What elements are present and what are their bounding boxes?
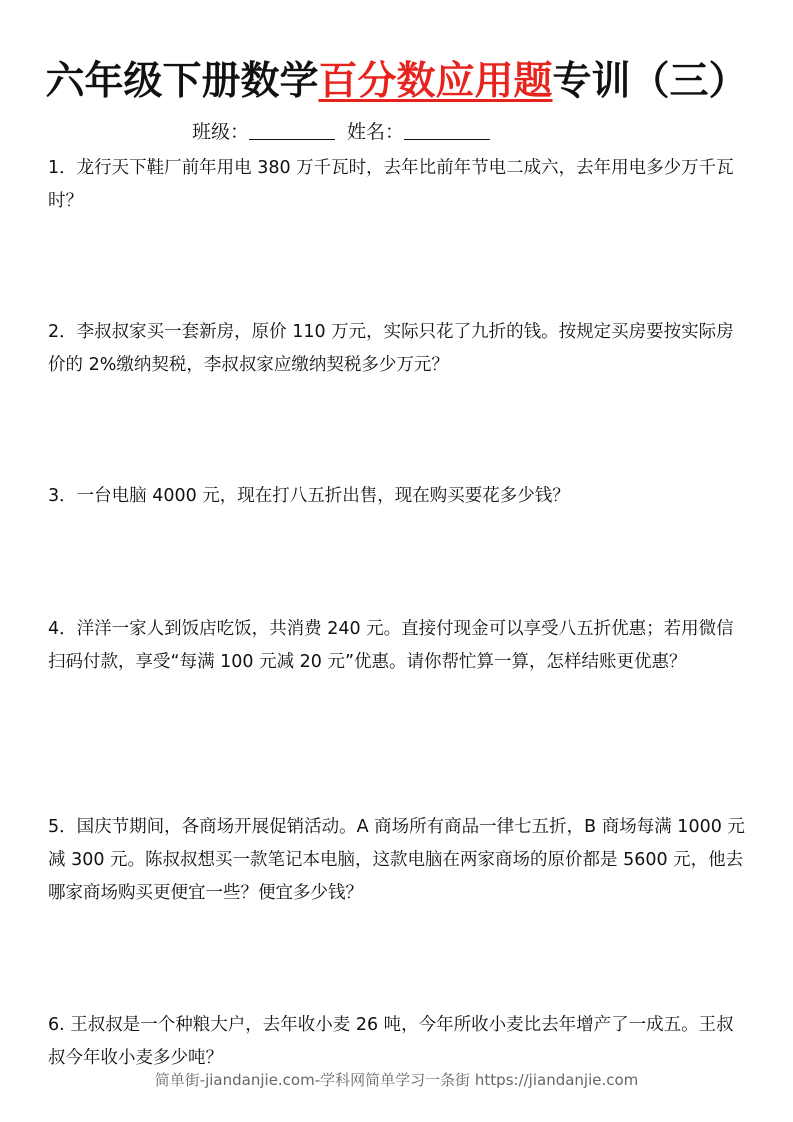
class-blank-line[interactable] — [249, 119, 335, 140]
page-title — [0, 52, 793, 112]
question-number: 1． — [48, 158, 77, 178]
question-number: 3． — [48, 486, 77, 506]
question-number: 4． — [48, 619, 77, 639]
question-number: 6. — [48, 1015, 71, 1035]
question-text: 王叔叔是一个种粮大户，去年收小麦 26 吨，今年所收小麦比去年增产了一成五。王叔叔今年收小麦多少吨？ — [48, 1015, 734, 1068]
title-prefix: 六年级下册数学 — [45, 59, 319, 104]
title-highlight: 百分数应用题 — [318, 59, 553, 104]
question-number: 5． — [48, 817, 77, 837]
question-text: 国庆节期间，各商场开展促销活动。A 商场所有商品一律七五折，B 商场每满 1000 元减 300 元。陈叔叔想买一款笔记本电脑，这款电脑在两家商场的原价都是 5600 元，他去哪家商场购买更便宜一些？便宜多少钱？ — [48, 817, 745, 903]
name-label: 姓名： — [347, 121, 405, 143]
class-label: 班级： — [192, 121, 250, 143]
question-6 — [48, 1009, 748, 1075]
question-4 — [48, 613, 748, 679]
question-1 — [48, 152, 748, 218]
question-number: 2． — [48, 322, 77, 342]
title-suffix: 专训（三） — [552, 59, 748, 104]
question-text: 龙行天下鞋厂前年用电 380 万千瓦时，去年比前年节电二成六，去年用电多少万千瓦时？ — [48, 158, 734, 211]
question-3 — [48, 480, 748, 513]
student-info-line — [192, 117, 490, 147]
question-text: 李叔叔家买一套新房，原价 110 万元，实际只花了九折的钱。按规定买房要按实际房价的 2%缴纳契税，李叔叔家应缴纳契税多少万元？ — [48, 322, 734, 375]
question-text: 一台电脑 4000 元，现在打八五折出售，现在购买要花多少钱？ — [76, 486, 570, 506]
footer-watermark: 简单街-jiandanjie.com-学科网简单学习一条街 https://jiandanjie.com — [154, 1071, 639, 1089]
question-2 — [48, 316, 748, 382]
question-text: 洋洋一家人到饭店吃饭，共消费 240 元。直接付现金可以享受八五折优惠；若用微信扫码付款，享受“每满 100 元减 20 元”优惠。请你帮忙算一算，怎样结账更优惠？ — [48, 619, 734, 672]
question-5 — [48, 811, 748, 910]
name-blank-line[interactable] — [404, 119, 490, 140]
